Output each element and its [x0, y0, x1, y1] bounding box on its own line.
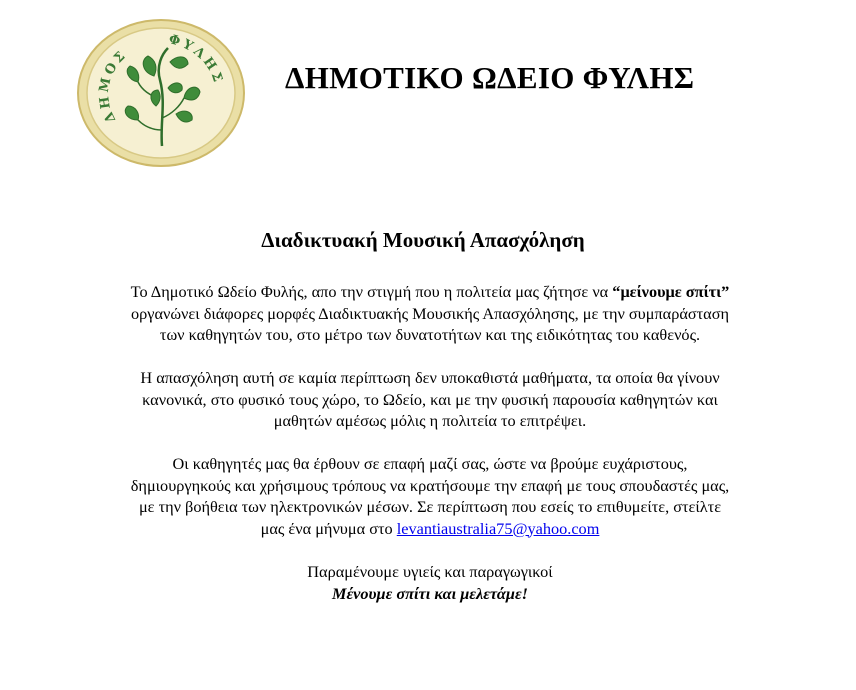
logo-ring-text-right: ΦΥΛΗΣ — [166, 31, 226, 87]
closing-line-1: Παραμένουμε υγιείς και παραγωγικοί — [307, 562, 553, 581]
page-title: ΔΗΜΟΤΙΚΟ ΩΔΕΙΟ ΦΥΛΗΣ — [285, 60, 695, 95]
notice-line-3: μαθητών αμέσως μόλις η πολιτεία το επιτρέψει. — [273, 411, 587, 430]
intro-line-1: Το Δημοτικό Ωδείο Φυλής, απο την στιγμή που η πολιτεία μας ζήτησε να — [130, 282, 613, 301]
contact-line-2: δημιουργηκούς και χρήσιμους τρόπους να κρατήσουμε την επαφή με τους σπουδαστές μας, — [130, 475, 730, 495]
notice-line-2: κανονικά, στο φυσικό τους χώρο, το Ωδείο, και με την φυσική παρουσία καθηγητών και — [142, 389, 718, 409]
notice-line-1: Η απασχόληση αυτή σε καμία περίπτωση δεν υποκαθιστά μαθήματα, τα οποία θα γίνουν — [140, 368, 720, 387]
contact-line-1: Οι καθηγητές μας θα έρθουν σε επαφή μαζί σας, ώστε να βρούμε ευχάριστους, — [172, 454, 688, 473]
contact-line-3: με την βοήθεια των ηλεκτρονικών μέσων. Σε περίπτωση που εσείς το επιθυμείτε, στείλτε — [138, 497, 722, 516]
paragraph-contact — [40, 453, 820, 539]
paragraph-notice — [40, 367, 820, 432]
conservatory-logo — [76, 18, 246, 168]
contact-line-4: μας ένα μήνυμα στο — [260, 518, 397, 538]
paragraph-intro — [40, 281, 820, 346]
paragraph-closing — [40, 561, 820, 604]
logo-ring-text-left: ΔΗΜΟΣ — [96, 47, 131, 125]
email-link[interactable]: levantiaustralia75@yahoo.com — [396, 518, 600, 538]
section-heading: Διαδικτυακή Μουσική Απασχόληση — [261, 228, 585, 252]
intro-line-2: οργανώνει διάφορες μορφές Διαδικτυακής Μουσικής Απασχόλησης, με την συμπαράσταση — [130, 303, 730, 323]
closing-line-2: Μένουμε σπίτι και μελετάμε! — [332, 583, 528, 603]
intro-line-3: των καθηγητών του, στο μέτρο των δυνατοτήτων και της ειδικότητας του καθενός. — [159, 325, 701, 344]
stay-home-emphasis: “μείνουμε σπίτι” — [612, 282, 730, 301]
